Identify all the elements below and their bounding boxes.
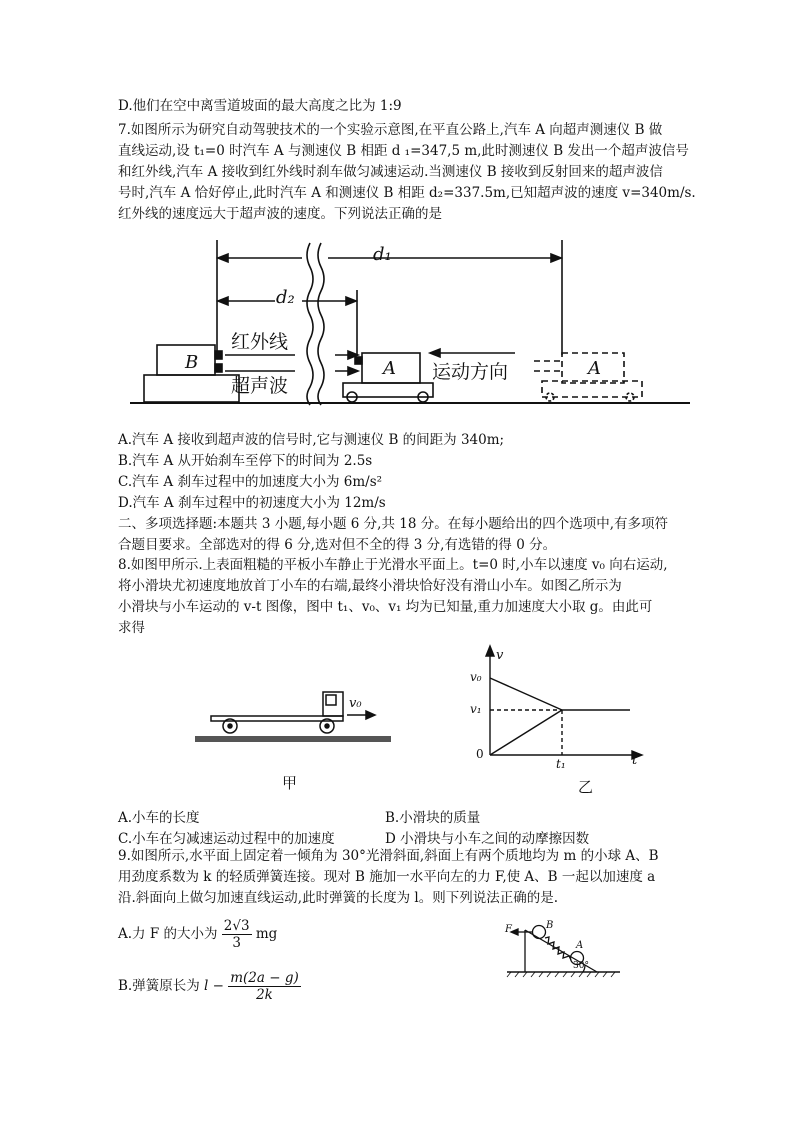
q8-jia-caption: 甲 [282, 774, 298, 792]
section2-line-1: 二、多项选择题:本题共 3 小题,每小题 6 分,共 18 分。在每小题给出的四个选项中,有多项符 [118, 516, 669, 532]
q8-yi-t1-label: t₁ [556, 757, 566, 771]
q8-jia-v0-label: v₀ [349, 696, 362, 711]
q9-option-b-prefix: B.弹簧原长为 [118, 978, 200, 994]
q7-direction-label: 运动方向 [432, 361, 509, 383]
q9-stem-line-2: 用劲度系数为 k 的轻质弹簧连接。现对 B 施加一水平向左的力 F,使 A、B 一起以加速度 a [118, 869, 656, 885]
q7-infrared-label: 红外线 [231, 331, 289, 353]
q7-stem-line-4: 号时,汽车 A 恰好停止,此时汽车 A 和测速仪 B 相距 d₂=337.5m,已知超声波的速度 v=340m/s. [118, 185, 696, 201]
q7-device-b-label: B [185, 352, 199, 373]
q9-angle-label: 30° [573, 961, 589, 971]
q6-option-d: D.他们在空中离雪道坡面的最大高度之比为 1:9 [118, 98, 402, 114]
q9-option-b [118, 970, 301, 1003]
q9-option-a-suffix: mg [255, 926, 278, 942]
q9-option-b-denominator: 2k [256, 987, 273, 1003]
q7-car-a-label: A [383, 358, 396, 379]
q7-stem-line-5: 红外线的速度远大于超声波的速度。下列说法正确的是 [118, 206, 442, 222]
q7-stem-line-3: 和红外线,汽车 A 接收到红外线时刹车做匀减速运动.当测速仪 B 接收到反射回来的超声波信 [118, 164, 663, 180]
q8-yi-t-axis-label: t [632, 753, 638, 768]
q9-option-b-l: l − [204, 978, 224, 994]
q7-option-b: B.汽车 A 从开始刹车至停下的时间为 2.5s [118, 453, 373, 469]
q7-stem-line-2: 直线运动,设 t₁=0 时汽车 A 与测速仪 B 相距 d ₁=347,5 m,此时测速仪 B 发出一个超声波信号 [118, 143, 689, 159]
q8-stem-line-2: 将小滑块尤初速度地放首丁小车的右端,最终小滑块恰好没有滑山小车。如图乙所示为 [118, 578, 622, 594]
q7-option-d: D.汽车 A 刹车过程中的初速度大小为 12m/s [118, 495, 386, 511]
q8-option-b: B.小滑块的质量 [385, 810, 481, 826]
q7-d2-label: d₂ [276, 287, 295, 308]
q7-option-a: A.汽车 A 接收到超声波的信号时,它与测速仪 B 的间距为 340m; [118, 432, 505, 448]
q9-option-b-fraction [228, 970, 301, 1003]
q9-stem-line-1: 9.如图所示,水平面上固定着一倾角为 30°光滑斜面,斜面上有两个质地均为 m 的小球 A、B [118, 848, 659, 864]
q8-option-d: D 小滑块与小车之间的动摩擦因数 [385, 831, 590, 847]
q8-option-a: A.小车的长度 [118, 810, 200, 826]
q8-yi-origin-label: 0 [476, 747, 484, 761]
q9-force-f-label: F [505, 924, 512, 935]
q9-option-a-numerator: 2√3 [223, 918, 250, 934]
q8-figure-jia [195, 680, 395, 750]
q7-ghost-a-label: A [588, 358, 601, 379]
q8-yi-v-axis-label: v [496, 648, 504, 663]
q7-stem-line-1: 7.如图所示为研究自动驾驶技术的一个实验示意图,在平直公路上,汽车 A 向超声测速仪 B 做 [118, 122, 663, 138]
q9-option-a [118, 918, 277, 951]
q7-d1-label: d₁ [373, 244, 392, 265]
q8-yi-caption: 乙 [578, 778, 594, 796]
q8-stem-line-1: 8.如图甲所示.上表面粗糙的平板小车静止于光滑水平面上。t=0 时,小车以速度 v₀ 向右运动, [118, 557, 668, 573]
q9-stem-line-3: 沿.斜面向上做匀加速直线运动,此时弹簧的长度为 l。则下列说法正确的是. [118, 890, 558, 906]
q9-option-a-prefix: A.力 F 的大小为 [118, 926, 218, 942]
q8-option-c: C.小车在匀减速运动过程中的加速度 [118, 831, 335, 847]
q7-ultrasonic-label: 超声波 [231, 375, 289, 397]
q9-option-b-numerator: m(2a − g) [230, 970, 299, 986]
q9-option-a-denominator: 3 [232, 935, 241, 951]
q9-ball-a-label: A [576, 940, 584, 951]
q7-option-c: C.汽车 A 刹车过程中的加速度大小为 6m/s² [118, 474, 383, 490]
section2-line-2: 合题目要求。全部选对的得 6 分,选对但不全的得 3 分,有选错的得 0 分。 [118, 537, 557, 553]
q8-stem-line-3: 小滑块与小车运动的 v-t 图像，图中 t₁、v₀、v₁ 均为已知量,重力加速度大小取 g。由此可 [118, 599, 653, 615]
q9-ball-b-label: B [546, 920, 554, 931]
q9-option-a-fraction [222, 918, 252, 951]
q8-stem-line-4: 求得 [118, 620, 145, 636]
q8-yi-v0-label: v₀ [470, 670, 482, 684]
q9-figure [505, 918, 625, 980]
q7-figure [130, 235, 690, 415]
q8-yi-v1-label: v₁ [470, 702, 482, 716]
